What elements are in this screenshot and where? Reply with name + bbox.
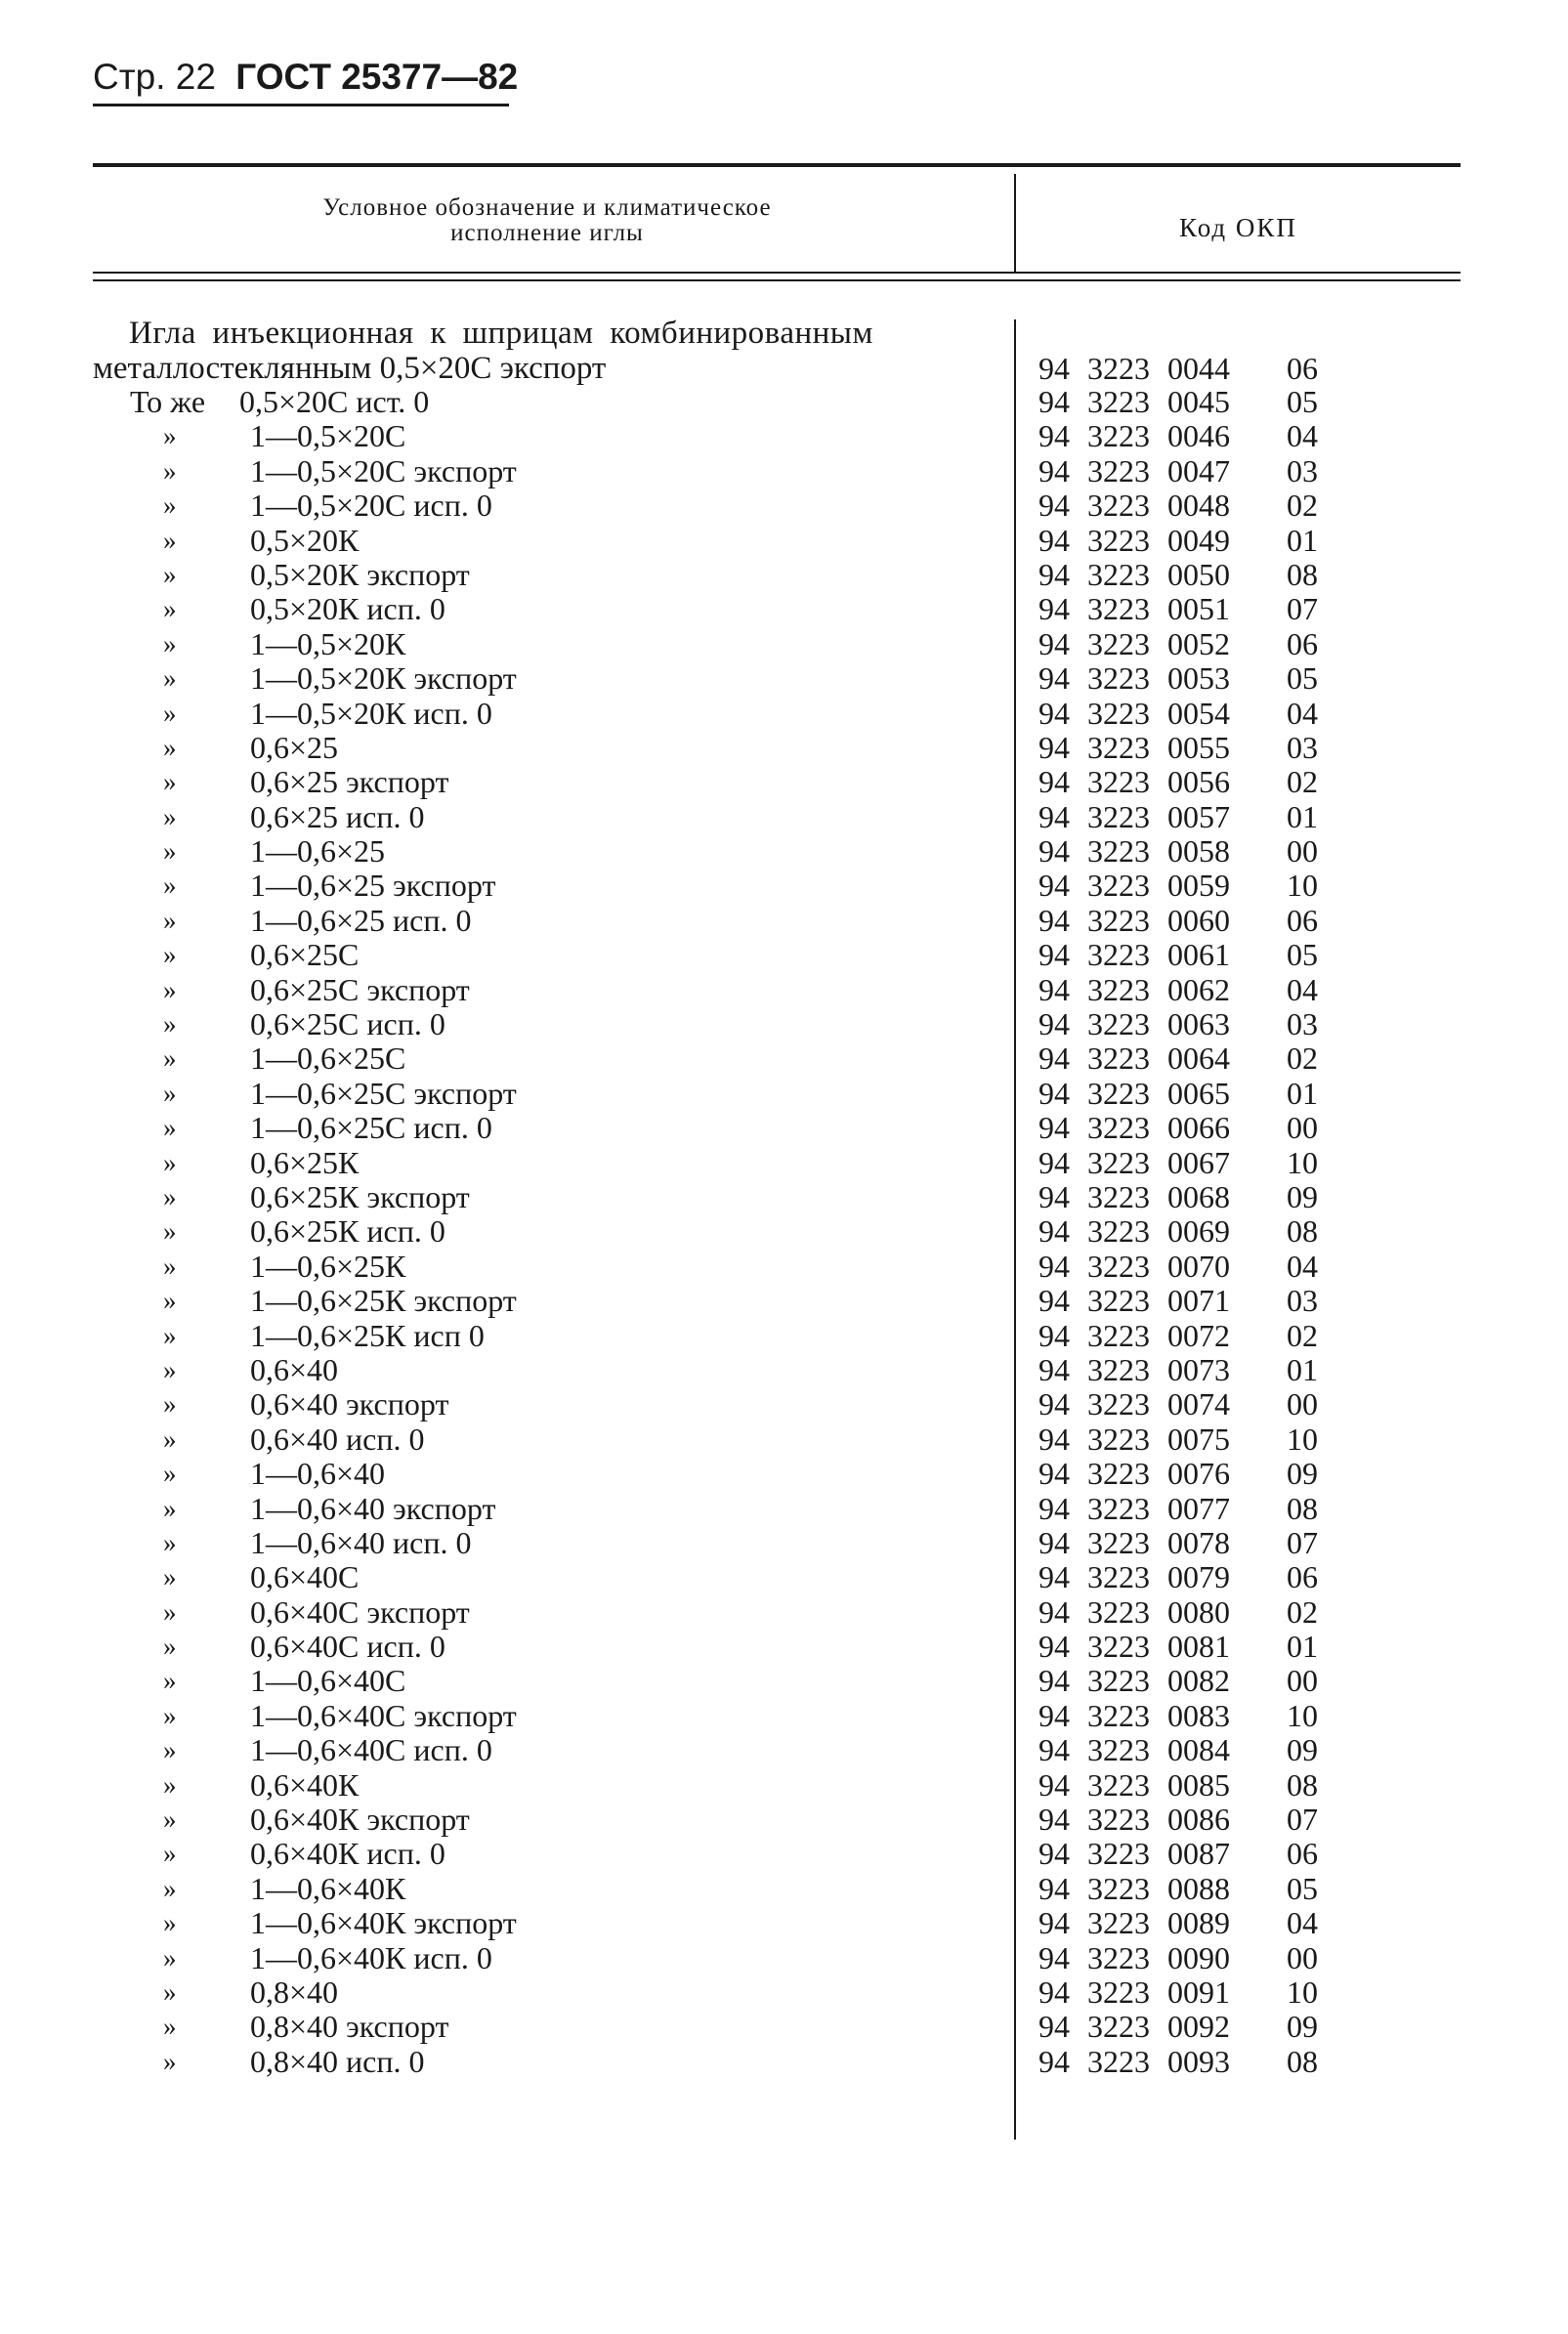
row-ditto-mark: » <box>163 1942 177 1973</box>
row-ditto-mark: » <box>163 1769 177 1800</box>
table-row <box>93 488 1461 523</box>
row-okp-code: 94 3223 0091 <box>1038 1973 1230 2010</box>
row-okp-suffix: 10 <box>1287 868 1318 904</box>
row-designation: 1—0,6×40С исп. 0 <box>250 1732 492 1768</box>
row-ditto-mark: » <box>163 1666 177 1696</box>
table-row <box>93 1768 1461 1803</box>
table-row <box>93 1560 1461 1594</box>
table-row <box>93 938 1461 972</box>
row-designation: 1—0,6×40 <box>250 1456 386 1492</box>
row-ditto-mark: » <box>163 1493 177 1523</box>
row-ditto-mark: » <box>163 870 177 901</box>
row-ditto-mark: » <box>163 1216 177 1247</box>
row-okp-suffix: 06 <box>1287 1836 1318 1872</box>
row-okp-suffix: 02 <box>1287 1317 1318 1353</box>
table-row <box>93 2045 1461 2079</box>
table-row <box>93 2010 1461 2044</box>
intro-entry <box>93 316 992 386</box>
row-okp-code: 94 3223 0065 <box>1038 1075 1230 1111</box>
row-ditto-mark: » <box>163 1632 177 1662</box>
row-okp-suffix: 10 <box>1287 1144 1318 1180</box>
row-okp-suffix: 01 <box>1287 522 1318 558</box>
row-designation: 1—0,6×40К исп. 0 <box>250 1939 492 1975</box>
row-okp-suffix: 05 <box>1287 660 1318 697</box>
row-designation: 0,6×25К исп. 0 <box>250 1213 445 1250</box>
row-okp-code: 94 3223 0053 <box>1038 660 1230 697</box>
row-designation: 0,6×40С исп. 0 <box>250 1629 445 1665</box>
row-ditto-mark: » <box>163 1700 177 1730</box>
intro-line-2: металлостеклянным 0,5×20С экспорт <box>93 351 607 386</box>
row-designation: 1—0,5×20С исп. 0 <box>250 488 492 524</box>
row-okp-code: 94 3223 0046 <box>1038 418 1230 454</box>
table-row <box>93 765 1461 799</box>
row-okp-code: 94 3223 0078 <box>1038 1524 1230 1560</box>
column-header-designation <box>195 195 899 246</box>
table-row <box>93 1803 1461 1837</box>
column-header-okp-code: Код ОКП <box>1179 213 1297 242</box>
row-designation: 1—0,6×25С <box>250 1040 406 1077</box>
table-row <box>93 869 1461 903</box>
row-designation: 1—0,6×40 исп. 0 <box>250 1524 472 1560</box>
row-ditto-mark: » <box>163 1423 177 1454</box>
row-okp-suffix: 03 <box>1287 1006 1318 1042</box>
row-okp-code: 94 3223 0047 <box>1038 452 1230 488</box>
row-okp-code: 94 3223 0077 <box>1038 1490 1230 1526</box>
table-row <box>93 1353 1461 1387</box>
row-designation: 1—0,6×25 исп. 0 <box>250 902 472 938</box>
row-ditto-mark: » <box>163 490 177 521</box>
table-row <box>93 1492 1461 1526</box>
row-okp-code: 94 3223 0058 <box>1038 833 1230 870</box>
table-row <box>93 1077 1461 1111</box>
row-okp-code: 94 3223 0088 <box>1038 1870 1230 1906</box>
row-okp-suffix: 09 <box>1287 1178 1318 1214</box>
row-designation: 1—0,6×25К исп 0 <box>250 1317 485 1353</box>
table-body <box>93 385 1461 2079</box>
row-okp-code: 94 3223 0075 <box>1038 1421 1230 1457</box>
row-okp-suffix: 09 <box>1287 1732 1318 1768</box>
row-okp-suffix: 03 <box>1287 452 1318 488</box>
table-row <box>93 1146 1461 1180</box>
row-okp-suffix: 01 <box>1287 1629 1318 1665</box>
row-okp-code: 94 3223 0079 <box>1038 1559 1230 1595</box>
row-okp-code: 94 3223 0068 <box>1038 1178 1230 1214</box>
standard-number: ГОСТ 25377—82 <box>235 57 519 97</box>
row-ditto-mark: » <box>163 698 177 728</box>
row-ditto-mark: » <box>163 421 177 451</box>
row-designation: 0,5×20К экспорт <box>250 556 470 592</box>
row-okp-code: 94 3223 0048 <box>1038 488 1230 524</box>
row-designation: 1—0,6×40К <box>250 1870 406 1906</box>
row-ditto-mark: » <box>163 1251 177 1281</box>
row-okp-code: 94 3223 0059 <box>1038 868 1230 904</box>
row-designation: 0,8×40 <box>250 1973 339 2010</box>
row-okp-code: 94 3223 0089 <box>1038 1905 1230 1941</box>
row-designation: 0,6×25 <box>250 729 339 765</box>
column-header-designation-line2: исполнение иглы <box>450 220 644 246</box>
row-designation: 0,6×25С исп. 0 <box>250 1006 445 1042</box>
row-ditto-mark: » <box>163 1113 177 1143</box>
row-okp-suffix: 04 <box>1287 1248 1318 1284</box>
row-okp-suffix: 02 <box>1287 764 1318 800</box>
table-row <box>93 661 1461 696</box>
row-okp-suffix: 08 <box>1287 2043 1318 2079</box>
row-okp-suffix: 10 <box>1287 1421 1318 1457</box>
row-okp-suffix: 02 <box>1287 1040 1318 1077</box>
row-okp-code: 94 3223 0093 <box>1038 2043 1230 2079</box>
row-designation: 1—0,6×40С экспорт <box>250 1697 517 1733</box>
row-designation: 1—0,6×25 экспорт <box>250 868 496 904</box>
table-top-rule <box>93 163 1461 167</box>
row-okp-suffix: 07 <box>1287 591 1318 627</box>
table-row <box>93 592 1461 626</box>
row-designation: 1—0,6×25К <box>250 1248 406 1284</box>
row-okp-suffix: 08 <box>1287 1490 1318 1526</box>
row-designation: 0,6×40 <box>250 1351 339 1387</box>
row-ditto-mark: То же <box>130 384 206 419</box>
row-okp-code: 94 3223 0086 <box>1038 1802 1230 1838</box>
table-row <box>93 1250 1461 1284</box>
row-okp-suffix: 02 <box>1287 1593 1318 1630</box>
row-ditto-mark: » <box>163 905 177 935</box>
row-designation: 0,6×40К экспорт <box>250 1802 470 1838</box>
table-row <box>93 1180 1461 1214</box>
row-okp-suffix: 06 <box>1287 625 1318 661</box>
row-okp-suffix: 05 <box>1287 384 1318 419</box>
row-designation: 0,6×40К исп. 0 <box>250 1836 445 1872</box>
row-okp-suffix: 08 <box>1287 1766 1318 1803</box>
row-okp-code: 94 3223 0050 <box>1038 556 1230 592</box>
row-okp-suffix: 03 <box>1287 1283 1318 1319</box>
row-okp-code: 94 3223 0064 <box>1038 1040 1230 1077</box>
row-okp-suffix: 08 <box>1287 556 1318 592</box>
table-row <box>93 1975 1461 2010</box>
row-designation: 1—0,5×20К исп. 0 <box>250 695 492 731</box>
table-row <box>93 1872 1461 1906</box>
row-ditto-mark: » <box>163 1562 177 1592</box>
row-okp-code: 94 3223 0067 <box>1038 1144 1230 1180</box>
row-designation: 0,6×40К <box>250 1766 360 1803</box>
row-ditto-mark: » <box>163 1147 177 1177</box>
row-ditto-mark: » <box>163 1009 177 1040</box>
header-rule-1 <box>93 272 1461 274</box>
table-row <box>93 1941 1461 1975</box>
row-okp-code: 94 3223 0084 <box>1038 1732 1230 1768</box>
row-okp-suffix: 05 <box>1287 1870 1318 1906</box>
row-designation: 1—0,5×20К <box>250 625 406 661</box>
page-number: Стр. 22 <box>93 57 216 97</box>
row-ditto-mark: » <box>163 1043 177 1074</box>
table-row <box>93 1111 1461 1145</box>
row-designation: 1—0,6×40К экспорт <box>250 1905 517 1941</box>
row-okp-suffix: 00 <box>1287 1386 1318 1422</box>
row-ditto-mark: » <box>163 974 177 1004</box>
row-okp-code: 94 3223 0054 <box>1038 695 1230 731</box>
row-okp-suffix: 04 <box>1287 1905 1318 1941</box>
row-designation: 0,5×20К исп. 0 <box>250 591 445 627</box>
row-designation: 0,5×20К <box>250 522 360 558</box>
intro-okp-code: 94 3223 0044 <box>1038 351 1230 386</box>
table-row <box>93 731 1461 765</box>
column-header-designation-line1: Условное обозначение и климатическое <box>322 194 772 221</box>
row-ditto-mark: » <box>163 1804 177 1835</box>
row-ditto-mark: » <box>163 1286 177 1316</box>
row-designation: 1—0,6×25 <box>250 833 386 870</box>
row-ditto-mark: » <box>163 1735 177 1765</box>
row-okp-suffix: 07 <box>1287 1524 1318 1560</box>
table-row <box>93 1595 1461 1630</box>
intro-okp-suffix: 06 <box>1287 351 1318 386</box>
row-ditto-mark: » <box>163 1459 177 1489</box>
row-okp-suffix: 00 <box>1287 1663 1318 1699</box>
table-row <box>93 800 1461 834</box>
row-ditto-mark: » <box>163 732 177 762</box>
row-okp-code: 94 3223 0057 <box>1038 798 1230 834</box>
row-okp-suffix: 00 <box>1287 1110 1318 1146</box>
row-ditto-mark: » <box>163 455 177 486</box>
row-ditto-mark: » <box>163 1527 177 1557</box>
row-okp-suffix: 09 <box>1287 2009 1318 2045</box>
row-ditto-mark: » <box>163 836 177 867</box>
row-okp-code: 94 3223 0082 <box>1038 1663 1230 1699</box>
row-designation: 0,6×25К <box>250 1144 360 1180</box>
table-row <box>93 697 1461 731</box>
row-ditto-mark: » <box>163 1320 177 1350</box>
row-designation: 1—0,5×20К экспорт <box>250 660 517 697</box>
row-ditto-mark: » <box>163 1389 177 1420</box>
table-row <box>93 1664 1461 1698</box>
row-okp-suffix: 06 <box>1287 902 1318 938</box>
row-ditto-mark: » <box>163 801 177 831</box>
row-okp-code: 94 3223 0073 <box>1038 1351 1230 1387</box>
row-ditto-mark: » <box>163 1354 177 1384</box>
row-okp-code: 94 3223 0083 <box>1038 1697 1230 1733</box>
table-row <box>93 1526 1461 1560</box>
row-okp-code: 94 3223 0060 <box>1038 902 1230 938</box>
row-okp-code: 94 3223 0069 <box>1038 1213 1230 1250</box>
row-designation: 1—0,5×20С экспорт <box>250 452 517 488</box>
row-okp-code: 94 3223 0087 <box>1038 1836 1230 1872</box>
row-okp-suffix: 10 <box>1287 1973 1318 2010</box>
row-ditto-mark: » <box>163 628 177 658</box>
row-ditto-mark: » <box>163 1873 177 1903</box>
table-row <box>93 1041 1461 1076</box>
row-designation: 0,8×40 экспорт <box>250 2009 449 2045</box>
table-row <box>93 454 1461 488</box>
intro-code-cell <box>1038 351 1318 386</box>
row-ditto-mark: » <box>163 1908 177 1938</box>
row-okp-code: 94 3223 0092 <box>1038 2009 1230 2045</box>
row-okp-code: 94 3223 0072 <box>1038 1317 1230 1353</box>
row-okp-suffix: 04 <box>1287 418 1318 454</box>
row-ditto-mark: » <box>163 2046 177 2076</box>
row-ditto-mark: » <box>163 1078 177 1108</box>
table-row <box>93 973 1461 1007</box>
row-ditto-mark: » <box>163 2012 177 2042</box>
row-ditto-mark: » <box>163 1596 177 1627</box>
row-okp-suffix: 04 <box>1287 695 1318 731</box>
row-ditto-mark: » <box>163 663 177 694</box>
table-row <box>93 1457 1461 1491</box>
row-okp-code: 94 3223 0056 <box>1038 764 1230 800</box>
row-ditto-mark: » <box>163 594 177 624</box>
table-row <box>93 1422 1461 1457</box>
row-ditto-mark: » <box>163 767 177 797</box>
row-designation: 0,6×40 исп. 0 <box>250 1421 425 1457</box>
row-designation: 1—0,6×40С <box>250 1663 406 1699</box>
row-designation: 0,6×25 экспорт <box>250 764 449 800</box>
row-ditto-mark: » <box>163 525 177 555</box>
row-okp-code: 94 3223 0076 <box>1038 1456 1230 1492</box>
row-okp-code: 94 3223 0080 <box>1038 1593 1230 1630</box>
table-row <box>93 1699 1461 1733</box>
table-row <box>93 1319 1461 1353</box>
row-okp-code: 94 3223 0081 <box>1038 1629 1230 1665</box>
table-row <box>93 834 1461 869</box>
header-underline <box>93 104 509 106</box>
row-designation: 0,6×25 исп. 0 <box>250 798 425 834</box>
table-row <box>93 385 1461 419</box>
row-okp-code: 94 3223 0049 <box>1038 522 1230 558</box>
row-okp-suffix: 00 <box>1287 1939 1318 1975</box>
row-okp-code: 94 3223 0052 <box>1038 625 1230 661</box>
table-row <box>93 419 1461 453</box>
row-okp-code: 94 3223 0074 <box>1038 1386 1230 1422</box>
row-okp-code: 94 3223 0071 <box>1038 1283 1230 1319</box>
row-ditto-mark: » <box>163 1976 177 2007</box>
row-ditto-mark: » <box>163 559 177 589</box>
table-row <box>93 1630 1461 1664</box>
row-okp-code: 94 3223 0066 <box>1038 1110 1230 1146</box>
row-okp-suffix: 01 <box>1287 1075 1318 1111</box>
row-okp-code: 94 3223 0061 <box>1038 937 1230 973</box>
row-okp-code: 94 3223 0070 <box>1038 1248 1230 1284</box>
table-row <box>93 904 1461 938</box>
row-okp-suffix: 06 <box>1287 1559 1318 1595</box>
table-row <box>93 1837 1461 1871</box>
row-designation: 0,6×40С экспорт <box>250 1593 470 1630</box>
row-okp-suffix: 00 <box>1287 833 1318 870</box>
row-designation: 0,6×40 экспорт <box>250 1386 449 1422</box>
row-designation: 1—0,6×25С экспорт <box>250 1075 517 1111</box>
row-ditto-mark: » <box>163 1181 177 1211</box>
row-designation: 0,6×25С экспорт <box>250 971 470 1007</box>
row-designation: 1—0,6×40 экспорт <box>250 1490 496 1526</box>
row-okp-code: 94 3223 0051 <box>1038 591 1230 627</box>
row-designation: 1—0,6×25С исп. 0 <box>250 1110 492 1146</box>
row-designation: 0,6×25С <box>250 937 360 973</box>
row-designation: 0,5×20С ист. 0 <box>239 384 430 419</box>
row-okp-suffix: 01 <box>1287 798 1318 834</box>
row-ditto-mark: » <box>163 1839 177 1869</box>
row-designation: 0,8×40 исп. 0 <box>250 2043 425 2079</box>
row-okp-code: 94 3223 0085 <box>1038 1766 1230 1803</box>
row-okp-suffix: 02 <box>1287 488 1318 524</box>
row-okp-suffix: 07 <box>1287 1802 1318 1838</box>
row-ditto-mark: » <box>163 940 177 970</box>
row-okp-code: 94 3223 0090 <box>1038 1939 1230 1975</box>
table-row <box>93 1906 1461 1940</box>
table-row <box>93 627 1461 661</box>
header-rule-2 <box>93 279 1461 281</box>
row-okp-suffix: 04 <box>1287 971 1318 1007</box>
row-okp-suffix: 01 <box>1287 1351 1318 1387</box>
row-designation: 0,6×25К экспорт <box>250 1178 470 1214</box>
row-okp-suffix: 08 <box>1287 1213 1318 1250</box>
intro-line-1: Игла инъекционная к шприцам комбинированным <box>129 316 873 351</box>
row-okp-code: 94 3223 0063 <box>1038 1006 1230 1042</box>
row-designation: 0,6×40С <box>250 1559 360 1595</box>
row-okp-suffix: 09 <box>1287 1456 1318 1492</box>
row-okp-suffix: 03 <box>1287 729 1318 765</box>
row-designation: 1—0,5×20С <box>250 418 406 454</box>
row-okp-suffix: 10 <box>1287 1697 1318 1733</box>
row-okp-code: 94 3223 0055 <box>1038 729 1230 765</box>
table-row <box>93 1284 1461 1318</box>
table-row <box>93 1214 1461 1249</box>
table-row <box>93 524 1461 558</box>
page-header <box>93 57 518 98</box>
table-row <box>93 1007 1461 1041</box>
table-row <box>93 558 1461 592</box>
row-designation: 1—0,6×25К экспорт <box>250 1283 517 1319</box>
row-okp-code: 94 3223 0045 <box>1038 384 1230 419</box>
row-okp-suffix: 05 <box>1287 937 1318 973</box>
row-okp-code: 94 3223 0062 <box>1038 971 1230 1007</box>
table-row <box>93 1733 1461 1767</box>
table-row <box>93 1387 1461 1422</box>
